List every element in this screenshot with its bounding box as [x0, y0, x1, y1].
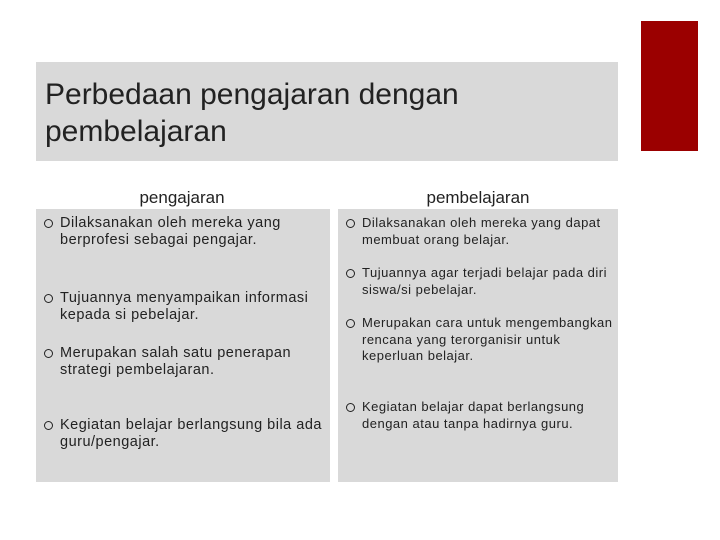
slide-title: Perbedaan pengajaran dengan pembelajaran — [45, 78, 459, 148]
circle-bullet-icon — [44, 294, 53, 303]
list-item-text: Dilaksanakan oleh mereka yang berprofesi sebagai pengajar. — [60, 215, 281, 248]
list-item — [44, 215, 324, 249]
circle-bullet-icon — [44, 421, 53, 430]
list-item-text: Tujuannya menyampaikan informasi kepada si pebelajar. — [60, 290, 309, 323]
column-heading-pengajaran: pengajaran — [139, 188, 225, 207]
column-heading-pembelajaran: pembelajaran — [426, 188, 530, 207]
list-item — [346, 215, 614, 248]
list-item — [44, 417, 324, 451]
list-item — [346, 399, 614, 432]
list-item-text: Kegiatan belajar dapat berlangsung dengan atau tanpa hadirnya guru. — [362, 399, 585, 431]
circle-bullet-icon — [346, 319, 355, 328]
list-item-text: Kegiatan belajar berlangsung bila ada guru/pengajar. — [60, 417, 322, 450]
list-item — [346, 265, 614, 298]
list-item — [44, 345, 324, 379]
list-item-text: Merupakan cara untuk mengembangkan rencana yang terorganisir untuk keperluan belajar. — [362, 315, 613, 363]
circle-bullet-icon — [44, 219, 53, 228]
list-item-text: Tujuannya agar terjadi belajar pada diri siswa/si pebelajar. — [362, 265, 607, 297]
circle-bullet-icon — [44, 349, 53, 358]
accent-block — [641, 21, 698, 151]
circle-bullet-icon — [346, 403, 355, 412]
list-item — [346, 315, 614, 365]
list-item-text: Merupakan salah satu penerapan strategi pembelajaran. — [60, 345, 292, 378]
circle-bullet-icon — [346, 219, 355, 228]
list-item-text: Dilaksanakan oleh mereka yang dapat membuat orang belajar. — [362, 215, 601, 247]
panel-pengajaran — [36, 209, 330, 482]
circle-bullet-icon — [346, 269, 355, 278]
panel-pembelajaran — [338, 209, 618, 482]
list-item — [44, 290, 324, 324]
